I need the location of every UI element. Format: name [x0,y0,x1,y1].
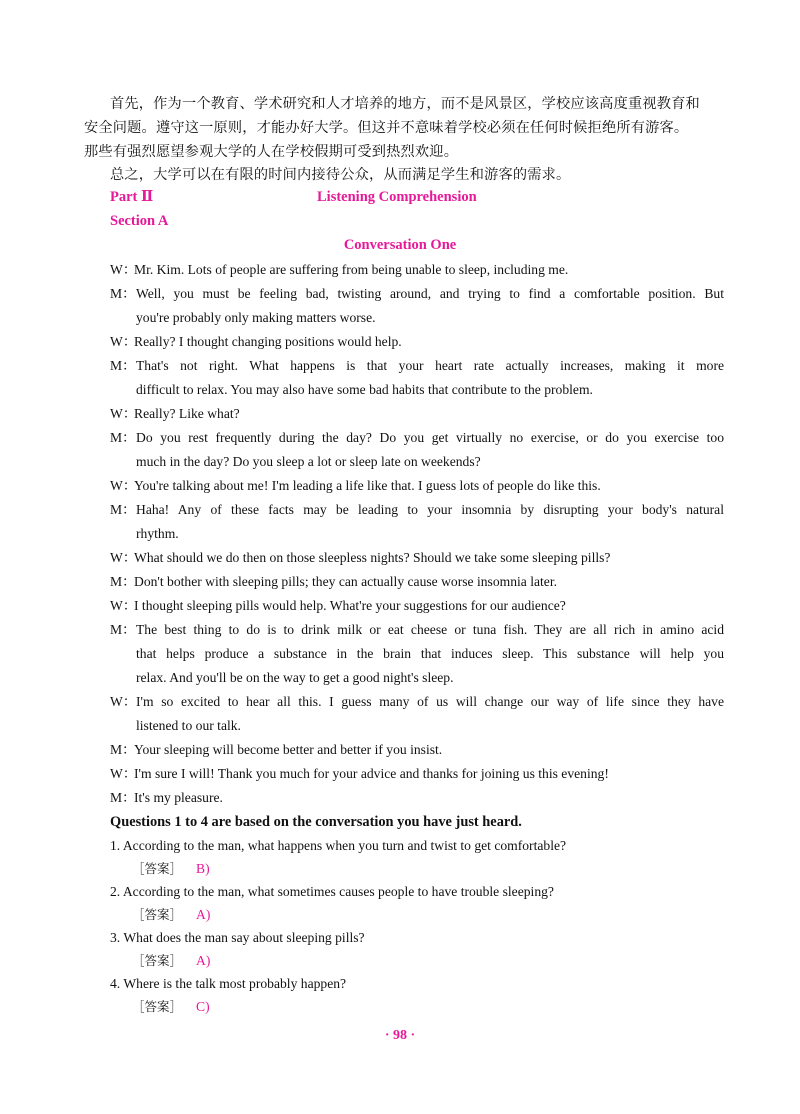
dialogue-text: Well, you must be feeling bad, twisting around, and trying to find a comfortable position. But [136,286,724,301]
dialogue-text: Really? Like what? [134,406,240,421]
page-number: · 98 · [384,1028,416,1043]
speaker-label: W： [110,766,137,781]
speaker-label: W： [110,334,137,349]
dialogue-turn [110,738,724,762]
answer-value: A) [196,907,211,922]
dialogue-text: It's my pleasure. [134,790,223,805]
dialogue-turn [110,402,724,426]
question-1: 1. According to the man, what happens when you turn and twist to get comfortable? [110,838,567,853]
conversation-title: Conversation One [343,237,457,253]
dialogue-text: What should we do then on those sleepless nights? Should we take some sleeping pills? [134,550,611,565]
speaker-label: M： [110,742,136,757]
dialogue-text: that helps produce a substance in the brain that induces sleep. This substance will help you [136,646,724,661]
question-4: 4. Where is the talk most probably happen? [110,976,347,991]
answer-1 [132,857,210,881]
speaker-label: M： [110,790,136,805]
dialogue-text: You're talking about me! I'm leading a life like that. I guess lots of people do like this. [134,478,601,493]
dialogue-text: difficult to relax. You may also have some bad habits that contribute to the problem. [136,382,593,397]
speaker-label: M： [110,502,136,517]
answer-label: ［答案］ [132,999,183,1014]
speaker-label: W： [110,262,137,277]
speaker-label: W： [110,598,137,613]
speaker-label: W： [110,406,137,421]
speaker-label: M： [110,574,136,589]
answer-label: ［答案］ [132,907,183,922]
dialogue-text: Do you rest frequently during the day? Do you get virtually no exercise, or do you exercise too [136,430,724,445]
chinese-line-2: 安全问题。遵守这一原则，才能办好大学。但这并不意味着学校必须在任何时候拒绝所有游客。 [84,120,689,136]
dialogue-turn [110,594,724,618]
dialogue-text: Your sleeping will become better and better if you insist. [134,742,443,757]
dialogue-text: rhythm. [136,526,179,541]
part-title: Listening Comprehension [317,189,477,205]
questions-heading: Questions 1 to 4 are based on the conversation you have just heard. [110,814,522,830]
dialogue-text: Really? I thought changing positions would help. [134,334,402,349]
dialogue-turn [110,474,724,498]
question-2: 2. According to the man, what sometimes causes people to have trouble sleeping? [110,884,554,899]
dialogue-turn [110,330,724,354]
speaker-label: M： [110,286,136,301]
dialogue-text: Haha! Any of these facts may be leading to your insomnia by disrupting your body's natural [136,502,724,517]
dialogue-text: Don't bother with sleeping pills; they can actually cause worse insomnia later. [134,574,557,589]
speaker-label: M： [110,430,136,445]
chinese-line-4: 总之，大学可以在有限的时间内接待公众，从而满足学生和游客的需求。 [110,167,571,183]
answer-label: ［答案］ [132,861,183,876]
dialogue-text: I'm sure I will! Thank you much for your advice and thanks for joining us this evening! [134,766,609,781]
dialogue-text: The best thing to do is to drink milk or eat cheese or tuna fish. They are all rich in amino acid [136,622,724,637]
chinese-line-3: 那些有强烈愿望参观大学的人在学校假期可受到热烈欢迎。 [84,144,459,160]
dialogue-text: listened to our talk. [136,718,241,733]
part-label: Part Ⅱ [110,189,154,205]
speaker-label: W： [110,694,137,709]
speaker-label: M： [110,358,136,373]
answer-2 [132,903,210,927]
dialogue-turn [110,762,724,786]
answer-value: A) [196,953,211,968]
question-3: 3. What does the man say about sleeping pills? [110,930,365,945]
dialogue-text: I thought sleeping pills would help. What're your suggestions for our audience? [134,598,566,613]
speaker-label: M： [110,622,136,637]
dialogue-text: much in the day? Do you sleep a lot or sleep late on weekends? [136,454,481,469]
answer-4 [132,995,210,1019]
dialogue-turn [110,258,724,282]
section-label: Section A [110,213,169,229]
answer-value: C) [196,999,210,1014]
dialogue-text: you're probably only making matters worse. [136,310,376,325]
dialogue-text: relax. And you'll be on the way to get a good night's sleep. [136,670,454,685]
speaker-label: W： [110,550,137,565]
dialogue-text: I'm so excited to hear all this. I guess many of us will change our way of life since they have [136,694,724,709]
answer-3 [132,949,210,973]
speaker-label: W： [110,478,137,493]
dialogue-turn [110,786,724,810]
chinese-line-1: 首先，作为一个教育、学术研究和人才培养的地方，而不是风景区，学校应该高度重视教育和 [110,96,700,112]
dialogue-text: Mr. Kim. Lots of people are suffering from being unable to sleep, including me. [134,262,569,277]
dialogue-turn [110,570,724,594]
answer-label: ［答案］ [132,953,183,968]
answer-value: B) [196,861,210,876]
dialogue-turn [110,546,724,570]
dialogue-text: That's not right. What happens is that your heart rate actually increases, making it more [136,358,724,373]
